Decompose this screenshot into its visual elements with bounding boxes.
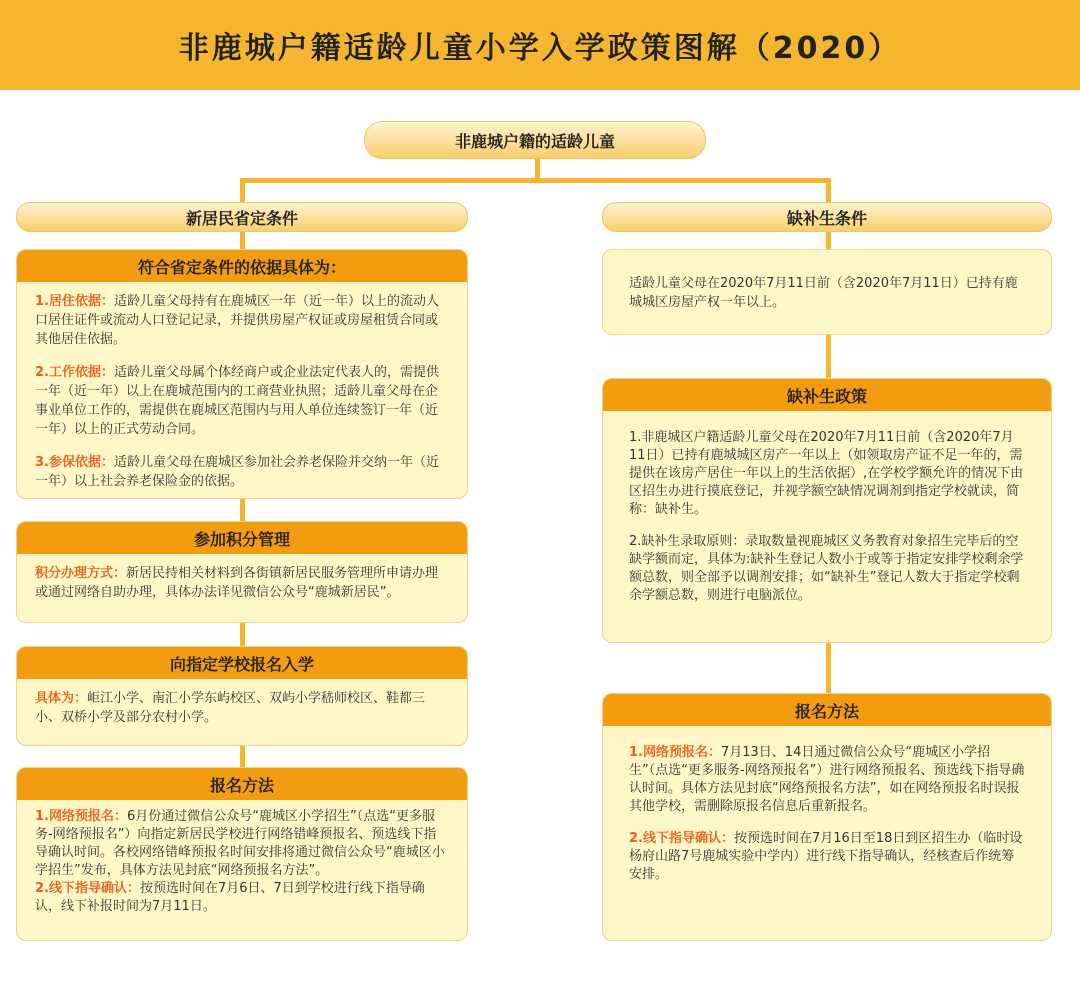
connector	[240, 622, 245, 646]
root-node	[364, 121, 706, 159]
card-schools: 向指定学校报名入学 具体为：岠江小学、南汇小学东屿校区、双屿小学嵇师校区、鞋都三小、双桥小学及部分农村小学。	[16, 646, 468, 746]
branch-left-label: 新居民省定条件	[185, 208, 298, 228]
connector	[535, 158, 540, 180]
connector	[826, 335, 831, 379]
connector	[826, 642, 831, 694]
connector	[240, 498, 245, 522]
connector	[240, 745, 245, 767]
card-title: 缺补生政策	[603, 379, 1051, 411]
card-criteria: 符合省定条件的依据具体为： 1.居住依据：适龄儿童父母持有在鹿城区一年（近一年）以上的流动人口居住证件或流动人口登记记录，并提供房屋产权证或房屋租赁合同或其他居住依据。 2.工作依据：适龄儿童父母属个体经商户或企业法定代表人的，需提供一年（近一年）以上在鹿城范围内的工商营业执照；适龄儿童父母在企事业单位工作的，需提供在鹿城区范围内与用人单位连续签订一年（近一年）以上的正式劳动合同。 3.参保依据：适龄儿童父母在鹿城区参加社会养老保险并交纳一年（近一年）以上社会养老保险金的依据。	[16, 249, 468, 499]
title-banner	[0, 0, 1080, 90]
connector	[826, 230, 831, 250]
card-policy: 缺补生政策 1.非鹿城区户籍适龄儿童父母在2020年7月11日前（含2020年7月11日）已持有鹿城城区房产一年以上（如领取房产证不足一年的，需提供在该房产居住一年以上的生活依据）,在学校学额允许的情况下由区招生办进行摸底登记，并视学额空缺情况调剂到指定学校就读，简称：缺补生。 2.缺补生录取原则：录取数量视鹿城区义务教育对象招生完毕后的空缺学额而定，具体为:缺补生登记人数小于或等于指定安排学校剩余学额总数，则全部予以调剂安排；如“缺补生”登记人数大于指定学校剩余学额总数，则进行电脑派位。	[602, 378, 1052, 643]
connector	[240, 178, 830, 183]
card-title: 参加积分管理	[17, 522, 467, 554]
root-label: 非鹿城户籍的适龄儿童	[454, 131, 615, 151]
card-title: 报名方法	[17, 768, 467, 800]
card-condition: 适龄儿童父母在2020年7月11日前（含2020年7月11日）已持有鹿城城区房屋产权一年以上。	[602, 249, 1052, 335]
branch-right	[602, 202, 1052, 232]
connector	[240, 230, 245, 250]
card-title: 符合省定条件的依据具体为：	[17, 250, 467, 282]
branch-right-label: 缺补生条件	[786, 208, 867, 228]
card-registration-right: 报名方法 1.网络预报名：7月13日、14日通过微信公众号“鹿城区小学招生”（点选“更多服务-网络预报名”）进行网络预报名、预选线下指导确认时间。具体方法见封底“网络预报名方法”，如在网络预报名时误报其他学校，需删除原报名信息后重新报名。 2.线下指导确认：按预选时间在7月16日至18日到区招生办（临时设杨府山路7号鹿城实验中学内）进行线下指导确认，经核查后作统筹安排。	[602, 693, 1052, 941]
page-title: 非鹿城户籍适龄儿童小学入学政策图解（2020）	[178, 31, 902, 66]
connector	[240, 178, 245, 202]
card-title: 报名方法	[603, 694, 1051, 726]
card-title: 向指定学校报名入学	[17, 647, 467, 679]
card-registration-left: 报名方法 1.网络预报名：6月份通过微信公众号“鹿城区小学招生”（点选“更多服务-网络预报名”）向指定新居民学校进行网络错峰预报名、预选线下指导确认时间。各校网络错峰预报名时间安排将通过微信公众号“鹿城区小学招生”发布，具体方法见封底“网络预报名方法”。 2.线下指导确认：按预选时间在7月6日、7日到学校进行线下指导确认，线下补报时间为7月11日。	[16, 767, 468, 941]
connector	[826, 178, 831, 202]
card-points: 参加积分管理 积分办理方式：新居民持相关材料到各街镇新居民服务管理所申请办理或通过网络自助办理，具体办法详见微信公众号“鹿城新居民”。	[16, 521, 468, 623]
branch-left	[16, 202, 468, 232]
